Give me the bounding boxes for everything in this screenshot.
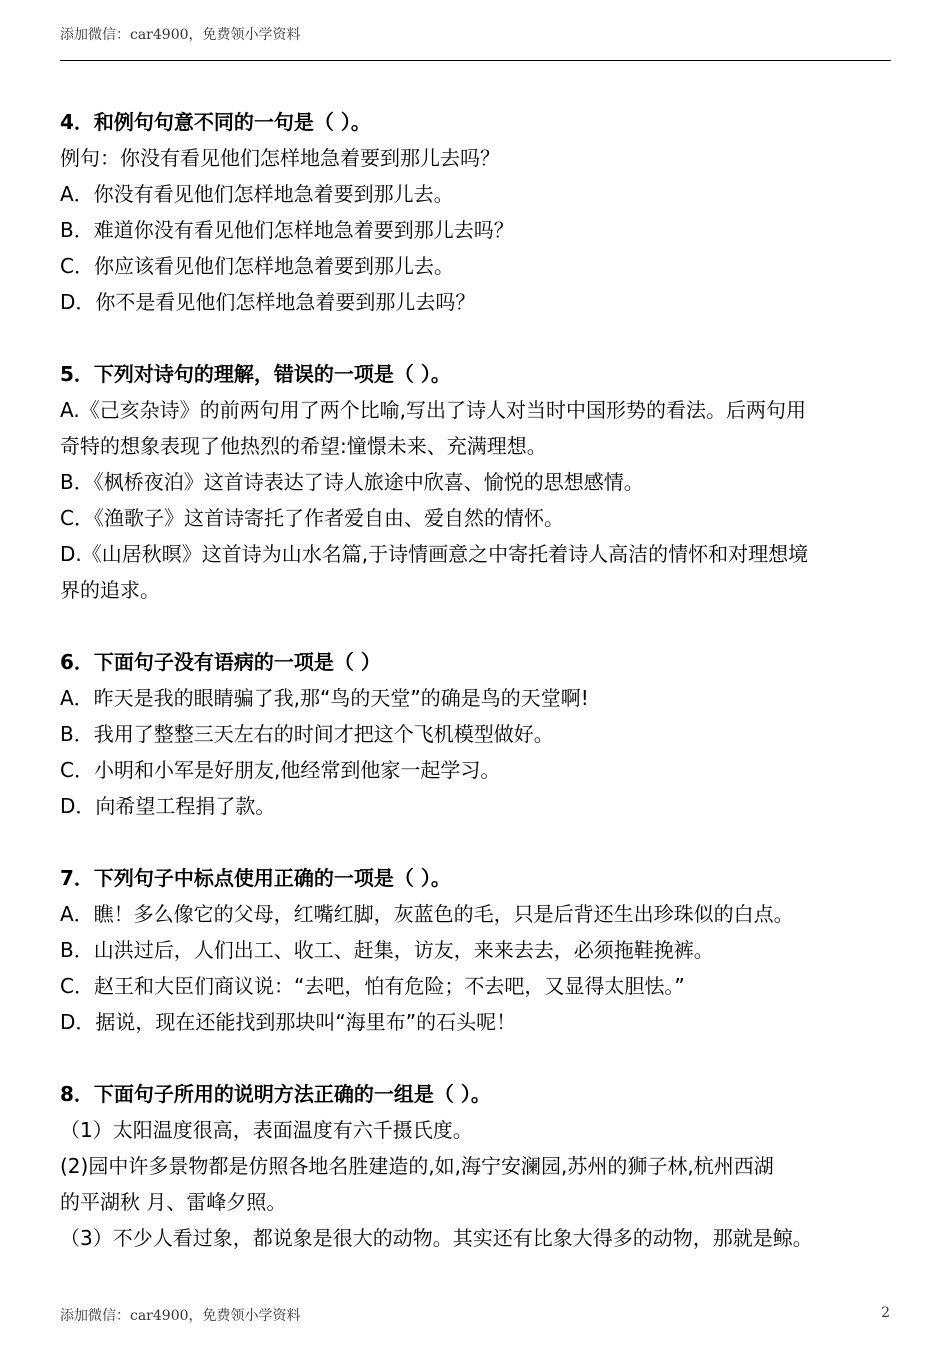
question-title: 4．和例句句意不同的一句是（ ）。 (60, 110, 371, 134)
option-a: A．昨天是我的眼睛骗了我,那“鸟的天堂”的确是鸟的天堂啊! (60, 686, 589, 710)
question-title: 6．下面句子没有语病的一项是（ ） (60, 650, 381, 674)
option-c: C．你应该看见他们怎样地急着要到那儿去。 (60, 254, 454, 278)
header-divider (60, 60, 891, 61)
spacer (60, 824, 892, 860)
option-b: B．山洪过后，人们出工、收工、赶集，访友，来来去去，必须拖鞋挽裤。 (60, 938, 714, 962)
question-6 (60, 644, 892, 824)
item-2-continued: 的平湖秋 月、雷峰夕照。 (60, 1190, 287, 1214)
question-7 (60, 860, 892, 1040)
document-body (60, 104, 892, 1256)
option-b: B．难道你没有看见他们怎样地急着要到那儿去吗？ (60, 218, 514, 242)
option-a: A．你没有看见他们怎样地急着要到那儿去。 (60, 182, 454, 206)
option-a: A.《己亥杂诗》的前两句用了两个比喻,写出了诗人对当时中国形势的看法。后两句用 (60, 398, 807, 422)
option-c: C．《渔歌子》这首诗寄托了作者爱自由、爱自然的情怀。 (60, 506, 564, 530)
option-a-continued: 奇特的想象表现了他热烈的希望:憧憬未来、充满理想。 (60, 434, 547, 458)
option-a: A．瞧！多么像它的父母，红嘴红脚，灰蓝色的毛，只是后背还生出珍珠似的白点。 (60, 902, 794, 926)
question-title: 7．下列句子中标点使用正确的一项是（ ）。 (60, 866, 451, 890)
question-8 (60, 1076, 892, 1256)
question-title: 5．下列对诗句的理解，错误的一项是（ ）。 (60, 362, 451, 386)
question-4 (60, 104, 892, 320)
spacer (60, 1040, 892, 1076)
option-d-continued: 界的追求。 (60, 578, 160, 602)
option-c: C．小明和小军是好朋友,他经常到他家一起学习。 (60, 758, 501, 782)
option-d: D．你不是看见他们怎样地急着要到那儿去吗？ (60, 290, 476, 314)
option-b: B．《枫桥夜泊》这首诗表达了诗人旅途中欣喜、愉悦的思想感情。 (60, 470, 644, 494)
page-footer: 添加微信：car4900，免费领小学资料 (60, 1308, 301, 1324)
question-5 (60, 356, 892, 608)
option-b: B．我用了整整三天左右的时间才把这个飞机模型做好。 (60, 722, 554, 746)
spacer (60, 320, 892, 356)
page-header: 添加微信：car4900，免费领小学资料 (60, 27, 301, 43)
option-d: D．据说，现在还能找到那块叫“海里布”的石头呢！ (60, 1010, 517, 1034)
option-c: C．赵王和大臣们商议说：“去吧，怕有危险；不去吧，又显得太胆怯。” (60, 974, 685, 998)
option-d: D.《山居秋暝》这首诗为山水名篇,于诗情画意之中寄托着诗人高洁的情怀和对理想境 (60, 542, 809, 566)
page-number: 2 (881, 1305, 890, 1321)
question-title: 8．下面句子所用的说明方法正确的一组是（ ）。 (60, 1082, 491, 1106)
item-2: (2)园中许多景物都是仿照各地名胜建造的,如,海宁安澜园,苏州的狮子林,杭州西湖 (60, 1154, 774, 1178)
option-d: D．向希望工程捐了款。 (60, 794, 276, 818)
question-line: 例句：你没有看见他们怎样地急着要到那儿去吗？ (60, 146, 500, 170)
spacer (60, 608, 892, 644)
item-1: （1）太阳温度很高，表面温度有六千摄氏度。 (60, 1118, 473, 1142)
item-3: （3）不少人看过象，都说象是很大的动物。其实还有比象大得多的动物，那就是鲸。 (60, 1226, 813, 1250)
